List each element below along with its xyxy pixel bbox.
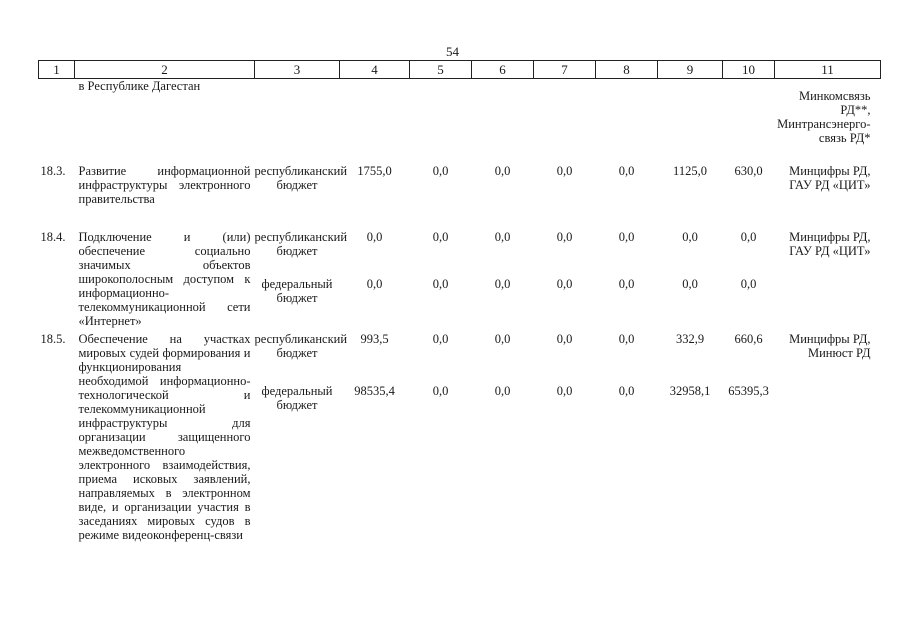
value-cell: 0,0 bbox=[618, 230, 635, 244]
row-name: Развитие информационной инфраструктуры электронного правительства bbox=[78, 164, 251, 206]
value-cell: 0,0 bbox=[494, 384, 511, 398]
value-cell: 0,0 bbox=[682, 230, 698, 244]
value-cell: 0,0 bbox=[494, 276, 511, 291]
column-header: 10 bbox=[723, 61, 775, 79]
value-cell: 0,0 bbox=[682, 276, 698, 291]
value-cell: 1125,0 bbox=[673, 164, 707, 178]
row-executor: Минцифры РД, Минюст РД bbox=[789, 332, 871, 360]
funding-source: республиканский бюджет bbox=[254, 332, 348, 360]
row-executor: Минцифры РД, ГАУ РД «ЦИТ» bbox=[789, 164, 871, 192]
value-cell: 0,0 bbox=[432, 332, 449, 346]
table-row bbox=[39, 164, 881, 206]
column-header: 8 bbox=[596, 61, 658, 79]
value-cell: 332,9 bbox=[675, 332, 705, 346]
row-number: 18.4. bbox=[40, 230, 66, 244]
value-cell: 0,0 bbox=[366, 230, 383, 244]
value-cell: 0,0 bbox=[556, 276, 573, 291]
value-cell: 0,0 bbox=[432, 384, 449, 398]
column-header: 9 bbox=[658, 61, 723, 79]
value-cell: 1755,0 bbox=[357, 164, 392, 178]
funding-source: республиканский бюджет bbox=[254, 164, 348, 192]
value-cell: 65395,3 bbox=[728, 384, 769, 398]
column-header: 2 bbox=[75, 61, 255, 79]
row-number: 18.3. bbox=[40, 164, 66, 178]
value-cell: 0,0 bbox=[494, 332, 511, 346]
table-row bbox=[39, 230, 881, 277]
column-header: 1 bbox=[39, 61, 75, 79]
row-name: Обеспечение на участках мировых судей формирования и функционирования необходимой информационно-технологической и телекоммуникационной инфраструктуры для организации защищенного межведомственного электронного взаимодействия, приема исковых заявлений, направляемых в электронном виде, и организации участия в заседаниях мировых судов в режиме видеоконференц-связи bbox=[78, 332, 251, 542]
column-header: 5 bbox=[410, 61, 472, 79]
value-cell: 0,0 bbox=[556, 164, 573, 178]
value-cell: 0,0 bbox=[432, 276, 449, 291]
funding-source: республиканский бюджет bbox=[254, 230, 348, 258]
value-cell: 0,0 bbox=[432, 164, 449, 178]
column-header: 11 bbox=[775, 61, 881, 79]
intro-name: в Республике Дагестан bbox=[78, 79, 201, 93]
page-number: 54 bbox=[446, 44, 459, 59]
value-cell: 0,0 bbox=[618, 164, 635, 178]
value-cell: 630,0 bbox=[734, 164, 763, 178]
column-number-row bbox=[39, 61, 881, 79]
intro-executor: Минкомсвязь РД**, Минтрансэнерго-связь РД* bbox=[777, 89, 871, 145]
row-name: Подключение и (или) обеспечение социально значимых объектов широкополосным доступом к информационно-телекоммуникационной сети «Интернет» bbox=[78, 230, 251, 328]
table-row bbox=[39, 332, 881, 384]
value-cell: 0,0 bbox=[618, 332, 635, 346]
value-cell: 0,0 bbox=[556, 332, 573, 346]
program-table bbox=[38, 60, 881, 542]
funding-source: федеральный бюджет bbox=[261, 276, 333, 305]
value-cell: 660,6 bbox=[734, 332, 763, 346]
value-cell: 0,0 bbox=[494, 164, 511, 178]
column-header: 6 bbox=[472, 61, 534, 79]
row-number: 18.5. bbox=[40, 332, 66, 346]
row-executor: Минцифры РД, ГАУ РД «ЦИТ» bbox=[789, 230, 871, 258]
column-header: 7 bbox=[534, 61, 596, 79]
value-cell: 0,0 bbox=[366, 276, 383, 291]
intro-row bbox=[39, 79, 881, 165]
value-cell: 0,0 bbox=[618, 384, 635, 398]
value-cell: 0,0 bbox=[740, 276, 757, 291]
value-cell: 993,5 bbox=[360, 332, 389, 346]
column-header: 3 bbox=[255, 61, 340, 79]
value-cell: 0,0 bbox=[556, 384, 573, 398]
funding-source: федеральный бюджет bbox=[261, 384, 333, 412]
column-header: 4 bbox=[340, 61, 410, 79]
value-cell: 0,0 bbox=[432, 230, 449, 244]
value-cell: 0,0 bbox=[494, 230, 511, 244]
value-cell: 0,0 bbox=[556, 230, 573, 244]
value-cell: 98535,4 bbox=[354, 384, 395, 398]
value-cell: 0,0 bbox=[618, 276, 635, 291]
value-cell: 0,0 bbox=[740, 230, 757, 244]
value-cell: 32958,1 bbox=[669, 384, 711, 398]
